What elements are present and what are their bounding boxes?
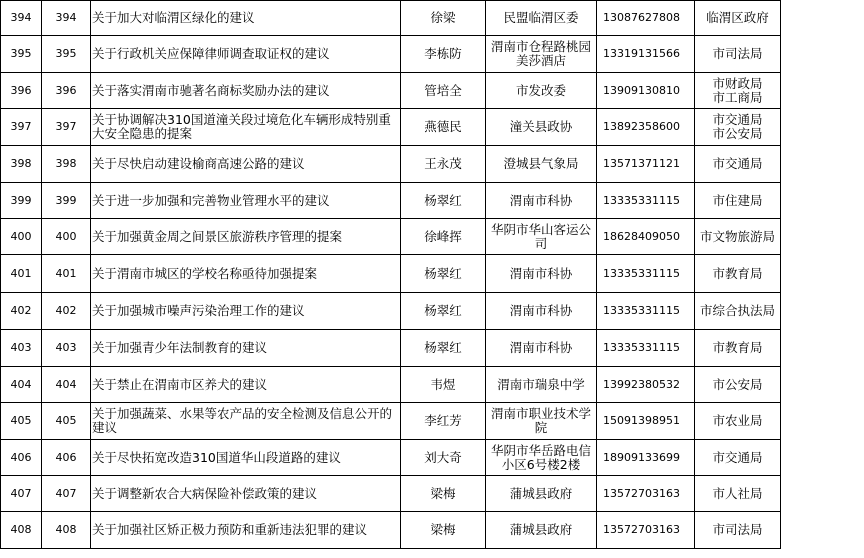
cell-phone[interactable]: 13335331115 (597, 255, 695, 293)
cell-department[interactable]: 市教育局 (695, 330, 781, 367)
cell-proposer[interactable]: 李红芳 (401, 403, 486, 440)
table-row (1, 255, 781, 293)
cell-title[interactable]: 关于加强蔬菜、水果等农产品的安全检测及信息公开的建议 (91, 403, 401, 440)
cell-no[interactable]: 398 (42, 146, 91, 183)
cell-unit[interactable]: 华阴市华山客运公司 (486, 219, 597, 255)
cell-no[interactable]: 401 (42, 255, 91, 293)
cell-seq[interactable]: 404 (1, 367, 42, 403)
cell-phone[interactable]: 18628409050 (597, 219, 695, 255)
cell-unit[interactable]: 渭南市科协 (486, 330, 597, 367)
cell-no[interactable]: 405 (42, 403, 91, 440)
cell-phone[interactable]: 15091398951 (597, 403, 695, 440)
table-row (1, 146, 781, 183)
cell-proposer[interactable]: 杨翠红 (401, 293, 486, 330)
table-row (1, 440, 781, 476)
cell-title[interactable]: 关于调整新农合大病保险补偿政策的建议 (91, 476, 401, 512)
table-row (1, 183, 781, 219)
cell-title[interactable]: 关于行政机关应保障律师调查取证权的建议 (91, 36, 401, 73)
cell-seq[interactable]: 400 (1, 219, 42, 255)
cell-unit[interactable]: 渭南市职业技术学院 (486, 403, 597, 440)
cell-proposer[interactable]: 杨翠红 (401, 183, 486, 219)
cell-phone[interactable]: 13992380532 (597, 367, 695, 403)
cell-phone[interactable]: 13335331115 (597, 293, 695, 330)
cell-no[interactable]: 400 (42, 219, 91, 255)
cell-seq[interactable]: 398 (1, 146, 42, 183)
table-row (1, 73, 781, 109)
cell-proposer[interactable]: 王永茂 (401, 146, 486, 183)
cell-seq[interactable]: 408 (1, 512, 42, 549)
cell-unit[interactable]: 渭南市瑞泉中学 (486, 367, 597, 403)
table-row (1, 512, 781, 549)
cell-seq[interactable]: 399 (1, 183, 42, 219)
cell-unit[interactable]: 蒲城县政府 (486, 512, 597, 549)
cell-department[interactable]: 市住建局 (695, 183, 781, 219)
cell-phone[interactable]: 13319131566 (597, 36, 695, 73)
cell-title[interactable]: 关于尽快启动建设榆商高速公路的建议 (91, 146, 401, 183)
cell-title[interactable]: 关于加大对临渭区绿化的建议 (91, 1, 401, 36)
cell-proposer[interactable]: 李栋防 (401, 36, 486, 73)
cell-phone[interactable]: 13909130810 (597, 73, 695, 109)
cell-unit[interactable]: 民盟临渭区委 (486, 1, 597, 36)
cell-unit[interactable]: 市发改委 (486, 73, 597, 109)
cell-title[interactable]: 关于加强社区矫正极力预防和重新违法犯罪的建议 (91, 512, 401, 549)
cell-phone[interactable]: 13087627808 (597, 1, 695, 36)
cell-proposer[interactable]: 燕德民 (401, 109, 486, 146)
cell-title[interactable]: 关于渭南市城区的学校名称亟待加强提案 (91, 255, 401, 293)
cell-proposer[interactable]: 杨翠红 (401, 255, 486, 293)
table-row (1, 403, 781, 440)
cell-department[interactable]: 市综合执法局 (695, 293, 781, 330)
cell-proposer[interactable]: 韦煜 (401, 367, 486, 403)
cell-department[interactable]: 市财政局 市工商局 (695, 73, 781, 109)
table-row (1, 293, 781, 330)
cell-proposer[interactable]: 梁梅 (401, 512, 486, 549)
cell-unit[interactable]: 华阴市华岳路电信小区6号楼2楼 (486, 440, 597, 476)
cell-department[interactable]: 市人社局 (695, 476, 781, 512)
cell-department[interactable]: 临渭区政府 (695, 1, 781, 36)
cell-no[interactable]: 407 (42, 476, 91, 512)
cell-no[interactable]: 408 (42, 512, 91, 549)
cell-title[interactable]: 关于加强城市噪声污染治理工作的建议 (91, 293, 401, 330)
cell-no[interactable]: 402 (42, 293, 91, 330)
cell-phone[interactable]: 13335331115 (597, 330, 695, 367)
cell-unit[interactable]: 澄城县气象局 (486, 146, 597, 183)
cell-no[interactable]: 397 (42, 109, 91, 146)
cell-no[interactable]: 395 (42, 36, 91, 73)
cell-seq[interactable]: 407 (1, 476, 42, 512)
cell-department[interactable]: 市教育局 (695, 255, 781, 293)
cell-proposer[interactable]: 管培全 (401, 73, 486, 109)
table-row (1, 330, 781, 367)
cell-no[interactable]: 403 (42, 330, 91, 367)
table-row (1, 1, 781, 36)
cell-unit[interactable]: 潼关县政协 (486, 109, 597, 146)
cell-title[interactable]: 关于加强青少年法制教育的建议 (91, 330, 401, 367)
cell-phone[interactable]: 13572703163 (597, 476, 695, 512)
cell-seq[interactable]: 395 (1, 36, 42, 73)
cell-title[interactable]: 关于进一步加强和完善物业管理水平的建议 (91, 183, 401, 219)
cell-department[interactable]: 市公安局 (695, 367, 781, 403)
cell-proposer[interactable]: 刘大奇 (401, 440, 486, 476)
table-row (1, 36, 781, 73)
cell-seq[interactable]: 406 (1, 440, 42, 476)
cell-department[interactable]: 市农业局 (695, 403, 781, 440)
cell-seq[interactable]: 396 (1, 73, 42, 109)
cell-phone[interactable]: 13571371121 (597, 146, 695, 183)
cell-seq[interactable]: 394 (1, 1, 42, 36)
cell-proposer[interactable]: 杨翠红 (401, 330, 486, 367)
cell-department[interactable]: 市交通局 (695, 146, 781, 183)
cell-seq[interactable]: 397 (1, 109, 42, 146)
cell-title[interactable]: 关于协调解决310国道潼关段过境危化车辆形成特别重大安全隐患的提案 (91, 109, 401, 146)
table-row (1, 219, 781, 255)
cell-title[interactable]: 关于尽快拓宽改造310国道华山段道路的建议 (91, 440, 401, 476)
cell-unit[interactable]: 渭南市科协 (486, 183, 597, 219)
cell-no[interactable]: 399 (42, 183, 91, 219)
table-row (1, 476, 781, 512)
cell-proposer[interactable]: 徐梁 (401, 1, 486, 36)
cell-unit[interactable]: 蒲城县政府 (486, 476, 597, 512)
cell-phone[interactable]: 13335331115 (597, 183, 695, 219)
cell-unit[interactable]: 渭南市仓程路桃园美莎酒店 (486, 36, 597, 73)
cell-title[interactable]: 关于落实渭南市驰著名商标奖励办法的建议 (91, 73, 401, 109)
cell-title[interactable]: 关于禁止在渭南市区养犬的建议 (91, 367, 401, 403)
cell-seq[interactable]: 402 (1, 293, 42, 330)
table-row (1, 367, 781, 403)
page-edge (857, 0, 864, 558)
cell-department[interactable]: 市司法局 (695, 512, 781, 549)
cell-proposer[interactable]: 徐峰挥 (401, 219, 486, 255)
cell-unit[interactable]: 渭南市科协 (486, 255, 597, 293)
cell-no[interactable]: 396 (42, 73, 91, 109)
cell-department[interactable]: 市文物旅游局 (695, 219, 781, 255)
cell-phone[interactable]: 13572703163 (597, 512, 695, 549)
cell-department[interactable]: 市交通局 (695, 440, 781, 476)
cell-title[interactable]: 关于加强黄金周之间景区旅游秩序管理的提案 (91, 219, 401, 255)
cell-phone[interactable]: 13892358600 (597, 109, 695, 146)
cell-seq[interactable]: 405 (1, 403, 42, 440)
cell-no[interactable]: 406 (42, 440, 91, 476)
cell-department[interactable]: 市交通局 市公安局 (695, 109, 781, 146)
cell-proposer[interactable]: 梁梅 (401, 476, 486, 512)
cell-department[interactable]: 市司法局 (695, 36, 781, 73)
cell-seq[interactable]: 403 (1, 330, 42, 367)
cell-seq[interactable]: 401 (1, 255, 42, 293)
cell-unit[interactable]: 渭南市科协 (486, 293, 597, 330)
cell-no[interactable]: 404 (42, 367, 91, 403)
cell-no[interactable]: 394 (42, 1, 91, 36)
table-row (1, 109, 781, 146)
cell-phone[interactable]: 18909133699 (597, 440, 695, 476)
